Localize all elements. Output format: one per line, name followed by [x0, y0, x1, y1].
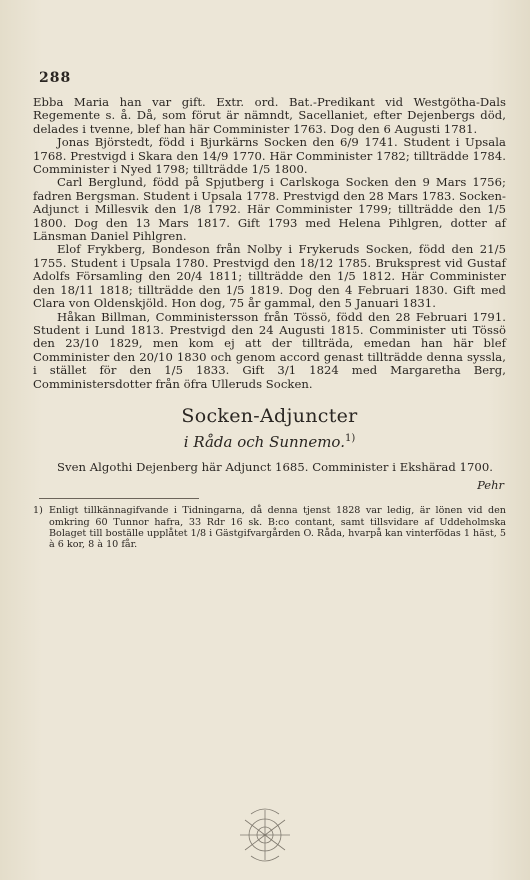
section-heading: Socken-Adjuncter	[181, 404, 358, 427]
main-text	[33, 96, 506, 492]
footnote-marker: 1)	[33, 505, 43, 517]
page-number: 288	[39, 70, 72, 86]
footnote-ref: 1)	[344, 432, 356, 444]
catchword: Pehr	[477, 478, 504, 493]
paragraph: Carl Berglund, född på Spjutberg i Carlskoga Socken den 9 Mars 1756; fadren Bergsman. Student i Upsala 1778. Prestvigd den 28 Mars 1783. Socken-Adjunct i Millesvik den 1/8 1792. Här Comminister 1799; tillträdde den 1/5 1800. Dog den 13 Mars 1817. Gift 1793 med Helena Pihlgren, dotter af Länsman Daniel Pihlgren.	[33, 175, 506, 244]
ornament-icon	[215, 800, 315, 870]
paragraph: Ebba Maria han var gift. Extr. ord. Bat.-Predikant vid Westgötha-Dals Regemente s. å. Då, som förut är nämndt, Sacellaniet, efter Dejenbergs död, delades i tvenne, blef han här Comminister 1763. Dog den 6 Augusti 1781.	[33, 95, 506, 136]
footnote	[33, 505, 506, 550]
paragraph: Håkan Billman, Comministersson från Tössö, född den 28 Februari 1791. Student i Lund 1813. Prestvigd den 24 Augusti 1815. Comminister uti Tössö den 23/10 1829, men kom ej att der tillträda, emedan han här blef Comminister den 20/10 1830 och genom accord genast tillträdde denna syssla, i stället för den 1/5 1833. Gift 3/1 1824 med Margaretha Berg, Comministersdotter från öfra Ulleruds Socken.	[33, 309, 506, 391]
paragraph: Sven Algothi Dejenberg här Adjunct 1685. Comminister i Ekshärad 1700.	[57, 459, 493, 474]
subheading	[33, 433, 506, 451]
footnote-rule	[39, 498, 199, 499]
footnote-text	[33, 505, 506, 550]
footnote-body: Enligt tillkännagifvande i Tidningarna, då denna tjenst 1828 var ledig, är lönen vid den omkring 60 Tunnor hafra, 33 Rdr 16 sk. B:co contant, samt tillsvidare af Uddeholmska Bolaget till boställe upplåtet 1/8 i Gästgifvargården O. Råda, hvarpå kan vinterfödas 1 häst, 5 à 6 kor, 8 à 10 får.	[49, 505, 506, 550]
paragraph: Elof Frykberg, Bondeson från Nolby i Frykeruds Socken, född den 21/5 1755. Student i Upsala 1780. Prestvigd den 18/12 1785. Bruksprest vid Gustaf Adolfs Församling den 20/4 1811; tillträdde den 1/5 1812. Här Comminister den 18/11 1818; tillträdde den 1/5 1819. Dog den 4 Februari 1830. Gift med Clara von Oldenskjöld. Hon dog, 75 år gammal, den 5 Januari 1831.	[33, 242, 506, 311]
subheading-text: i Råda och Sunnemo.	[183, 432, 345, 451]
paragraph: Jonas Björstedt, född i Bjurkärns Socken den 6/9 1741. Student i Upsala 1768. Prestvigd i Skara den 14/9 1770. Här Comminister 1782; tillträdde 1784. Comminister i Nyed 1798; tillträdde 1/5 1800.	[33, 135, 506, 177]
